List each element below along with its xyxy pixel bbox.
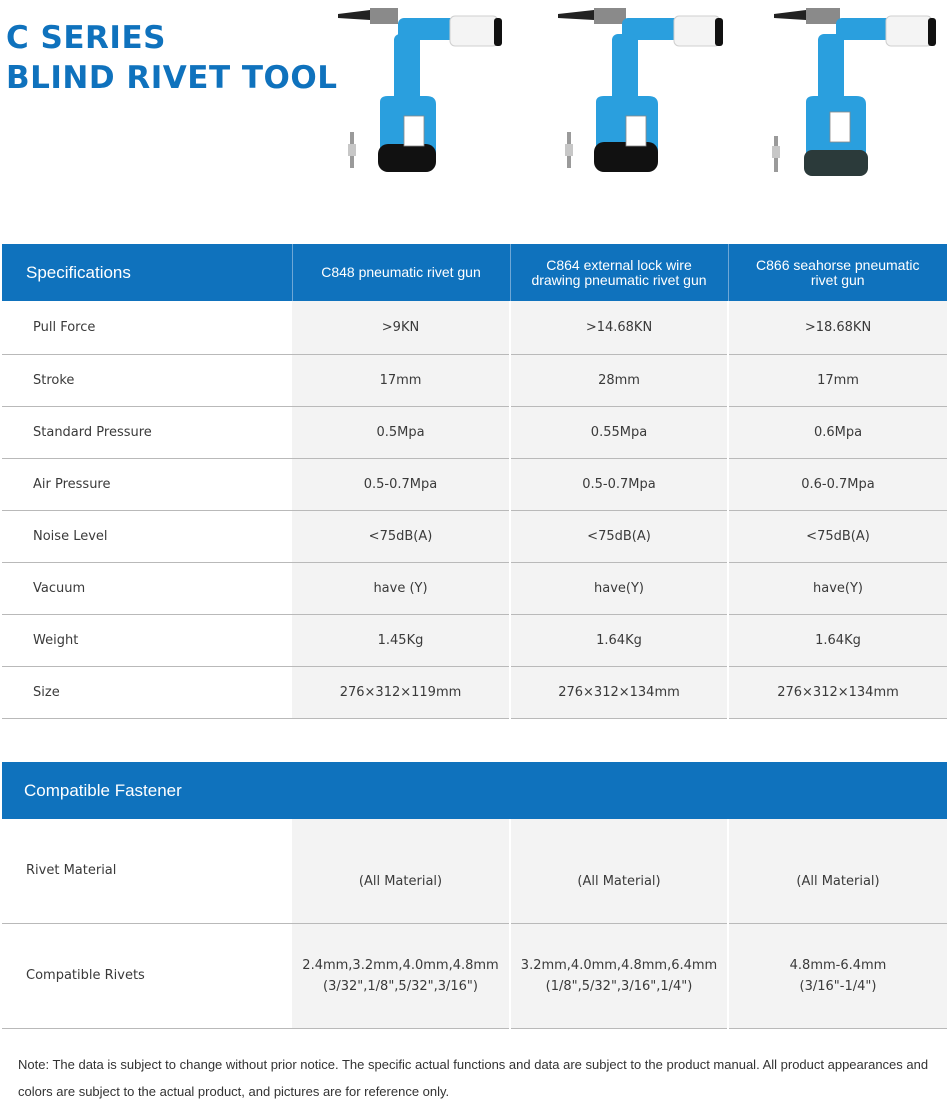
specifications-table <box>2 244 947 719</box>
table-cell: >14.68KN <box>510 301 728 354</box>
table-cell: 0.5-0.7Mpa <box>292 458 510 510</box>
table-cell: 1.45Kg <box>292 614 510 666</box>
table-cell: >9KN <box>292 301 510 354</box>
rivet-sizes-metric: 4.8mm-6.4mm <box>789 957 887 973</box>
rivet-sizes-imperial: (3/16"-1/4") <box>799 978 877 994</box>
title-line-2: BLIND RIVET TOOL <box>6 60 338 96</box>
table-cell: 1.64Kg <box>510 614 728 666</box>
gun-nose <box>774 10 806 20</box>
table-cell: >18.68KN <box>728 301 947 354</box>
table-cell <box>728 923 947 1028</box>
compatible-fastener-header-row <box>2 762 947 819</box>
row-label: Weight <box>2 614 292 666</box>
specifications-header: Specifications <box>2 244 292 301</box>
row-label: Vacuum <box>2 562 292 614</box>
specifications-header-row <box>2 244 947 301</box>
gun-head <box>370 8 398 24</box>
gun-head <box>806 8 840 24</box>
gun-base <box>594 142 658 172</box>
page-title <box>6 18 338 98</box>
table-cell: <75dB(A) <box>728 510 947 562</box>
table-row <box>2 923 947 1028</box>
rivet-gun-illustration <box>552 4 732 184</box>
table-cell: have (Y) <box>292 562 510 614</box>
table-cell: 276×312×134mm <box>728 666 947 718</box>
table-cell: <75dB(A) <box>292 510 510 562</box>
row-label: Air Pressure <box>2 458 292 510</box>
table-cell: 276×312×119mm <box>292 666 510 718</box>
vacuum-canister <box>450 16 498 46</box>
table-row <box>2 510 947 562</box>
table-cell: 28mm <box>510 354 728 406</box>
table-cell <box>510 923 728 1028</box>
rivet-gun-illustration <box>330 4 510 184</box>
rivet-sizes-imperial: (3/32",1/8",5/32",3/16") <box>323 978 478 994</box>
table-cell: (All Material) <box>292 819 510 923</box>
table-cell: 0.5-0.7Mpa <box>510 458 728 510</box>
table-row <box>2 666 947 718</box>
column-header-c866: C866 seahorse pneumatic rivet gun <box>728 244 947 301</box>
table-cell: 0.55Mpa <box>510 406 728 458</box>
gun-base <box>804 150 868 176</box>
product-image-c864 <box>552 4 732 184</box>
table-cell: 17mm <box>292 354 510 406</box>
gun-nose <box>558 10 594 20</box>
compatible-fastener-table <box>2 762 947 1029</box>
gun-handle <box>612 34 638 106</box>
table-cell: 0.6-0.7Mpa <box>728 458 947 510</box>
table-cell: 0.5Mpa <box>292 406 510 458</box>
gun-nose <box>338 10 370 20</box>
row-label: Stroke <box>2 354 292 406</box>
gun-base <box>378 144 436 172</box>
product-image-c848 <box>330 4 510 184</box>
table-row <box>2 406 947 458</box>
column-header-c864: C864 external lock wire drawing pneumatic rivet gun <box>510 244 728 301</box>
table-row <box>2 819 947 923</box>
rivet-gun-illustration <box>768 4 947 184</box>
table-cell: 1.64Kg <box>728 614 947 666</box>
row-label: Rivet Material <box>2 819 292 923</box>
table-row <box>2 562 947 614</box>
table-cell: (All Material) <box>510 819 728 923</box>
table-cell: 276×312×134mm <box>510 666 728 718</box>
table-row <box>2 458 947 510</box>
column-header-c848: C848 pneumatic rivet gun <box>292 244 510 301</box>
table-row <box>2 301 947 354</box>
row-label: Pull Force <box>2 301 292 354</box>
row-label: Standard Pressure <box>2 406 292 458</box>
table-cell: (All Material) <box>728 819 947 923</box>
vacuum-canister <box>674 16 720 46</box>
table-row <box>2 614 947 666</box>
rivet-sizes-metric: 3.2mm,4.0mm,4.8mm,6.4mm <box>520 957 718 973</box>
gun-handle <box>394 34 420 106</box>
table-cell: 17mm <box>728 354 947 406</box>
table-cell <box>292 923 510 1028</box>
compatible-fastener-header: Compatible Fastener <box>2 762 947 819</box>
vacuum-canister <box>886 16 932 46</box>
row-label: Size <box>2 666 292 718</box>
gun-head <box>594 8 626 24</box>
rivet-sizes-imperial: (1/8",5/32",3/16",1/4") <box>545 978 693 994</box>
disclaimer-note: Note: The data is subject to change without prior notice. The specific actual functions and data are subject to the product manual. All product appearances and colors are subject to the actual product, and pictures are for reference only. <box>18 1057 929 1099</box>
product-image-c866 <box>768 4 947 184</box>
table-row <box>2 354 947 406</box>
table-cell: have(Y) <box>728 562 947 614</box>
rivet-sizes-metric: 2.4mm,3.2mm,4.0mm,4.8mm <box>302 957 499 973</box>
title-line-1: C SERIES <box>6 20 166 56</box>
row-label: Compatible Rivets <box>2 923 292 1028</box>
row-label: Noise Level <box>2 510 292 562</box>
table-cell: <75dB(A) <box>510 510 728 562</box>
gun-handle <box>818 34 844 104</box>
table-cell: have(Y) <box>510 562 728 614</box>
table-cell: 0.6Mpa <box>728 406 947 458</box>
